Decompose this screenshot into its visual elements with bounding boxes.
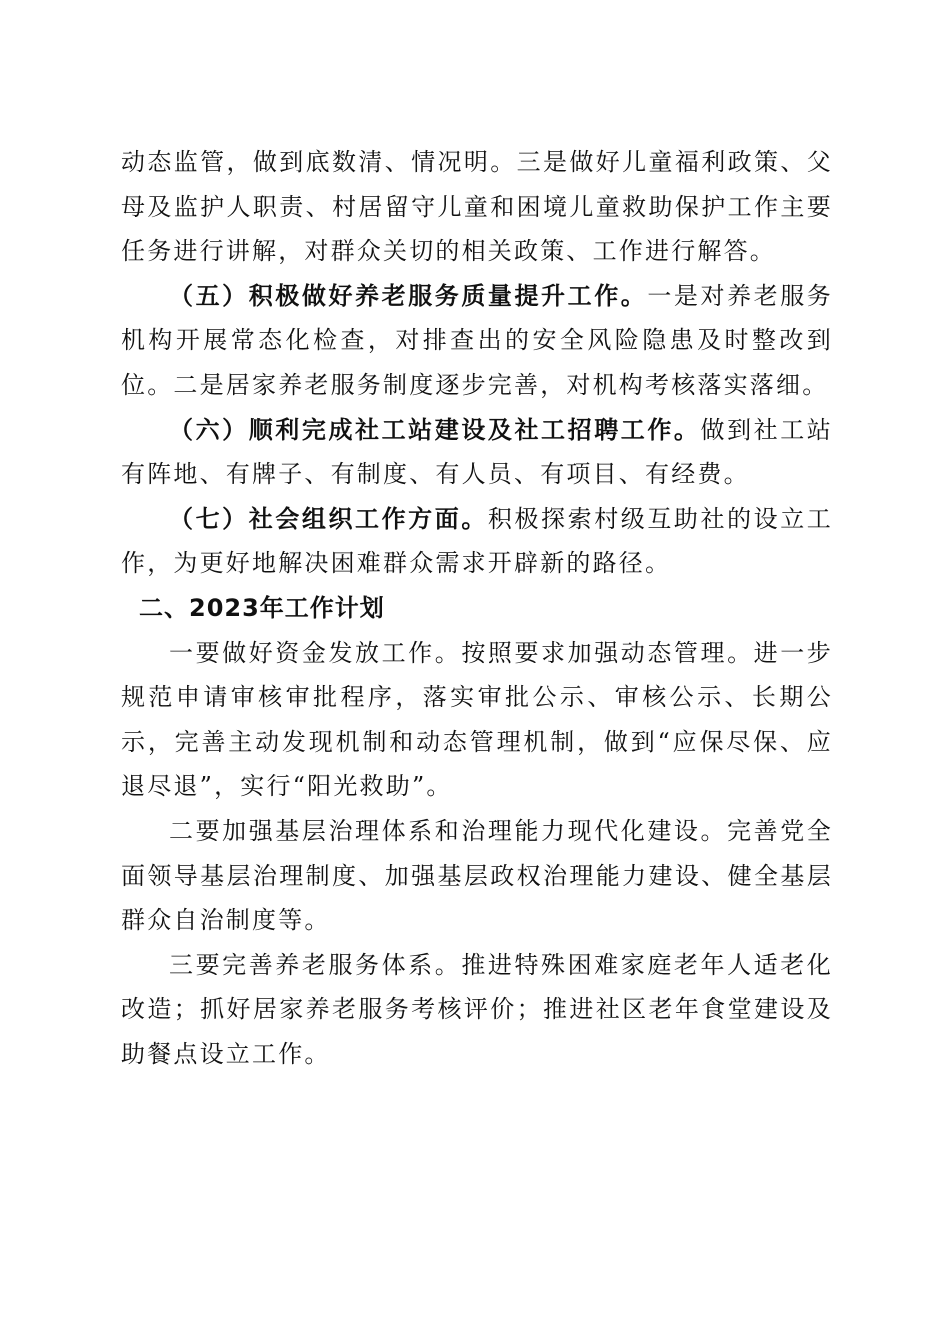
paragraph-lead: （五）积极做好养老服务质量提升工作。 [169, 281, 648, 310]
paragraph-funding: 一要做好资金发放工作。按照要求加强动态管理。进一步规范申请审核审批程序，落实审批公示、审核公示、长期公示，完善主动发现机制和动态管理机制，做到“应保尽保、应退尽退”，实行“阳光救助”。 [121, 638, 833, 801]
paragraph-continued: 动态监管，做到底数清、情况明。三是做好儿童福利政策、父母及监护人职责、村居留守儿童和困境儿童救助保护工作主要任务进行讲解，对群众关切的相关政策、工作进行解答。 [121, 148, 833, 266]
paragraph-social-organization [121, 497, 833, 586]
section-heading: 二、2023年工作计划 [139, 593, 385, 622]
paragraph-lead: （七）社会组织工作方面。 [169, 504, 488, 533]
paragraph-elderly-service [121, 274, 833, 408]
paragraph-body: 一是对养老服务机构开展常态化检查，对排查出的安全风险隐患及时整改到位。二是居家养老服务制度逐步完善，对机构考核落实落细。 [121, 281, 833, 399]
paragraph-governance: 二要加强基层治理体系和治理能力现代化建设。完善党全面领导基层治理制度、加强基层政权治理能力建设、健全基层群众自治制度等。 [121, 816, 833, 935]
paragraph-body: 积极探索村级互助社的设立工作，为更好地解决困难群众需求开辟新的路径。 [121, 504, 833, 578]
paragraph-elderly-system: 三要完善养老服务体系。推进特殊困难家庭老年人适老化改造；抓好居家养老服务考核评价；推进社区老年食堂建设及助餐点设立工作。 [121, 950, 833, 1068]
document-body [121, 140, 833, 1076]
paragraph-body: 做到社工站有阵地、有牌子、有制度、有人员、有项目、有经费。 [121, 415, 833, 489]
paragraph-social-work-station [121, 408, 833, 497]
paragraph-lead: （六）顺利完成社工站建设及社工招聘工作。 [169, 415, 701, 444]
